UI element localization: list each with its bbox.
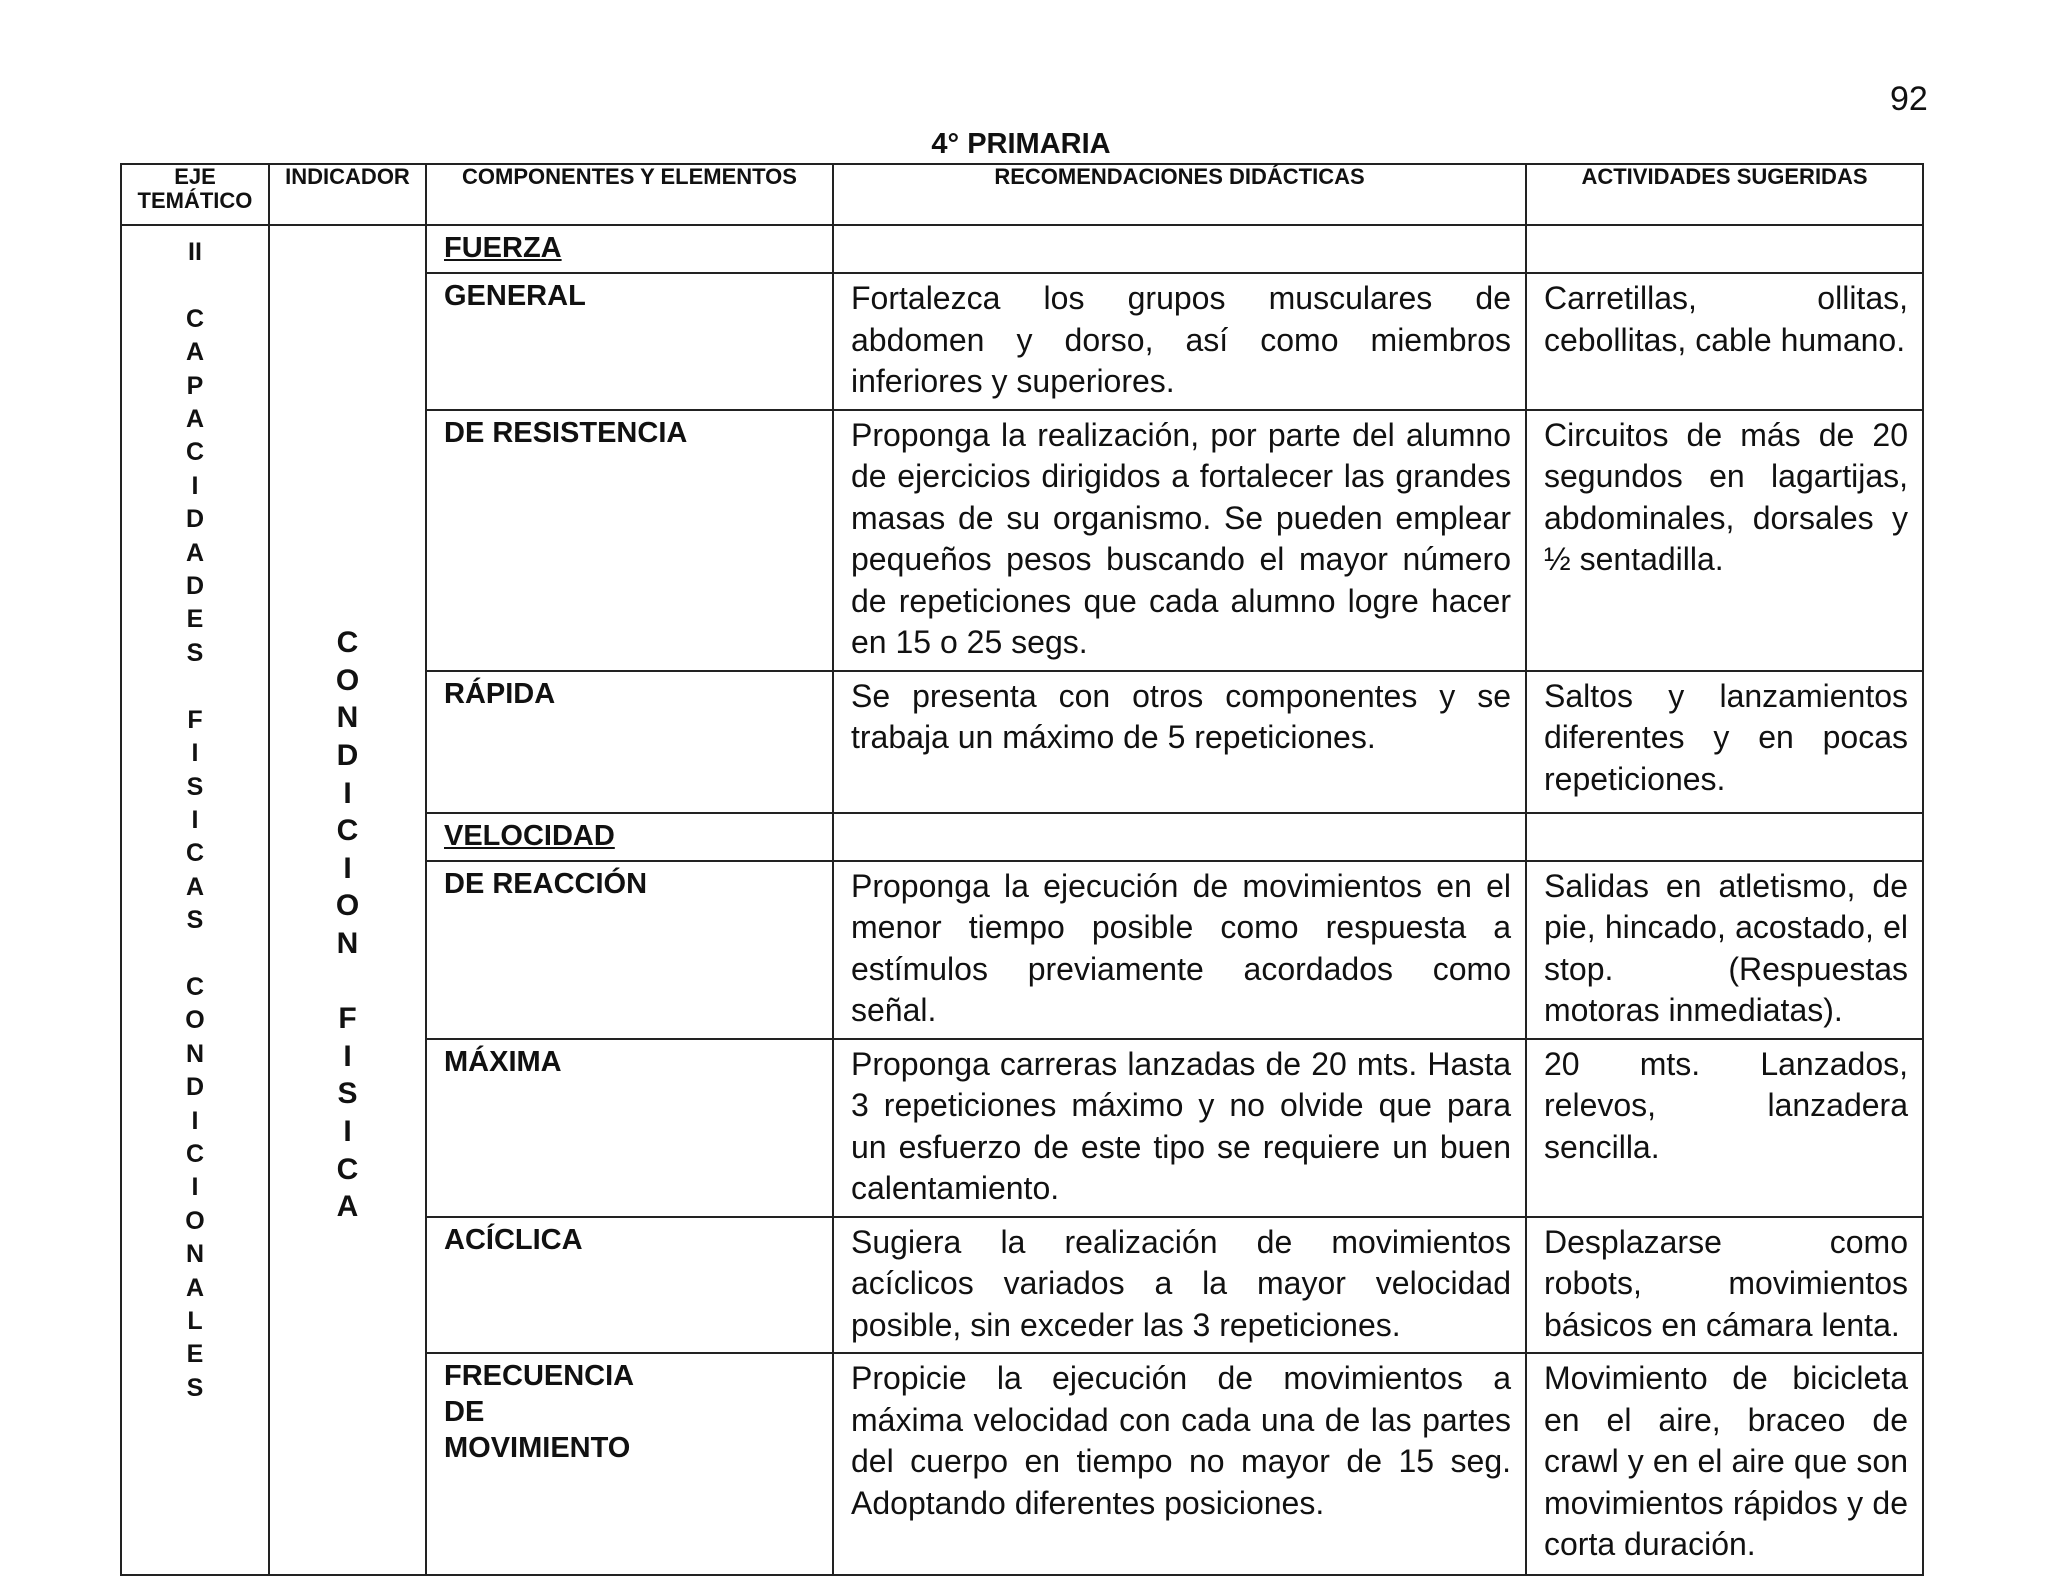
recommendation-cell: Se presenta con otros componentes y se trabaja un máximo de 5 repeticiones. [833,671,1526,813]
activity-cell: Movimiento de bicicleta en el aire, braceo de crawl y en el aire que son movimientos rápidos y de corta duración. [1526,1353,1923,1575]
page-number: 92 [1890,80,1928,118]
component-cell [426,225,833,273]
activity-cell [1526,813,1923,861]
component-cell: ACÍCLICA [426,1217,833,1354]
component-cell: RÁPIDA [426,671,833,813]
component-cell: DE RESISTENCIA [426,410,833,671]
recommendation-cell [833,813,1526,861]
header-actividades: ACTIVIDADES SUGERIDAS [1526,164,1923,225]
component-heading: VELOCIDAD [444,819,615,852]
recommendation-cell: Proponga la realización, por parte del alumno de ejercicios dirigidos a fortalecer las grandes masas de su organismo. Se pueden emplear pequeños pesos buscando el mayor número de repeticiones que cada alumno logre hacer en 15 o 25 segs. [833,410,1526,671]
recommendation-cell: Proponga la ejecución de movimientos en el menor tiempo posible como respuesta a estímulos previamente acordados como señal. [833,861,1526,1039]
component-cell: MÁXIMA [426,1039,833,1217]
recommendation-cell: Sugiera la realización de movimientos acíclicos variados a la mayor velocidad posible, sin exceder las 3 repeticiones. [833,1217,1526,1354]
component-label: FRECUENCIA DE MOVIMIENTO [444,1360,634,1464]
component-heading: FUERZA [444,232,562,264]
header-recomendaciones: RECOMENDACIONES DIDÁCTICAS [833,164,1526,225]
activity-cell: Desplazarse como robots, movimientos básicos en cámara lenta. [1526,1217,1923,1354]
header-indicador: INDICADOR [269,164,426,225]
table-row [121,225,1923,273]
component-cell: GENERAL [426,273,833,410]
component-cell: DE REACCIÓN [426,861,833,1039]
activity-cell [1526,225,1923,273]
header-componentes: COMPONENTES Y ELEMENTOS [426,164,833,225]
recommendation-cell: Fortalezca los grupos musculares de abdomen y dorso, así como miembros inferiores y superiores. [833,273,1526,410]
recommendation-cell: Proponga carreras lanzadas de 20 mts. Hasta 3 repeticiones máximo y no olvide que para un esfuerzo de este tipo se requiere un buen calentamiento. [833,1039,1526,1217]
recommendation-cell: Propicie la ejecución de movimientos a máxima velocidad con cada una de las partes del cuerpo en tiempo no mayor de 15 seg. Adoptando diferentes posiciones. [833,1353,1526,1575]
activity-cell: Circuitos de más de 20 segundos en lagartijas, abdominales, dorsales y ½ sentadilla. [1526,410,1923,671]
component-cell [426,1353,833,1575]
component-cell [426,813,833,861]
eje-tematico-vertical-text: II C A P A C I D A D E S F I S I C A S C O N D I C I O N A L E S [185,238,205,1402]
activity-cell: Saltos y lanzamientos diferentes y en pocas repeticiones. [1526,671,1923,813]
grade-title: 4° PRIMARIA [931,128,1111,160]
header-eje-tematico-label: EJE TEMÁTICO [137,164,253,213]
header-eje-tematico [121,164,269,225]
eje-tematico-cell [121,225,269,1575]
header-row [121,164,1923,225]
indicador-cell [269,225,426,1575]
curriculum-table [120,163,1924,1576]
recommendation-cell [833,225,1526,273]
activity-cell: 20 mts. Lanzados, relevos, lanzadera sencilla. [1526,1039,1923,1217]
activity-cell: Salidas en atletismo, de pie, hincado, acostado, el stop. (Respuestas motoras inmediatas). [1526,861,1923,1039]
indicador-vertical-text: C O N D I C I O N F I S I C A [335,626,360,1224]
activity-cell: Carretillas, ollitas, cebollitas, cable humano. [1526,273,1923,410]
